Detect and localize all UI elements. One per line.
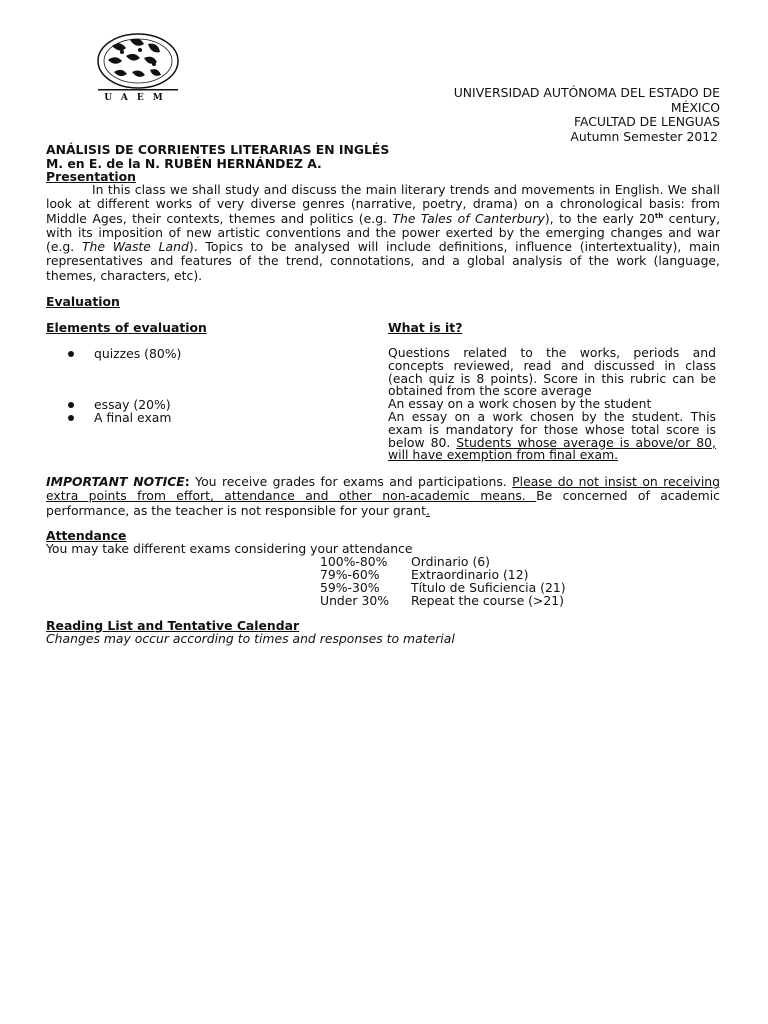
- what-is-it-column-header: What is it?: [388, 320, 463, 335]
- notice-text-1: You receive grades for exams and participations.: [189, 474, 513, 489]
- notice-underlined-text: Please do not insist on receiving extra points from effort, attendance and other non-academic means.: [46, 474, 720, 504]
- svg-text:UAEM: UAEM: [104, 93, 172, 102]
- course-info: [46, 143, 389, 171]
- work-title-waste-land: The Waste Land: [81, 239, 189, 255]
- university-header: [300, 86, 720, 144]
- attendance-exam: Ordinario (6): [411, 554, 490, 569]
- presentation-text-1: In this class we shall study and discuss the main literary trends and movements in English. We shall look at different works of very diverse genres (narrative, poetry, drama) on a chronological basis: from Middle Ages, their contexts, themes and politics (e.g.: [46, 182, 720, 226]
- notice-colon: :: [184, 474, 190, 489]
- attendance-range: 59%-30%: [320, 580, 380, 595]
- presentation-text-4: ). Topics to be analysed will include definitions, influence (intertextuality), main representatives and features of the trend, connotations, and a global analysis of the work (language, themes, characters, etc).: [46, 239, 720, 283]
- evaluation-item-label: A final exam: [94, 410, 172, 425]
- elements-column-header: Elements of evaluation: [46, 320, 207, 335]
- attendance-exam: Extraordinario (12): [411, 567, 529, 582]
- attendance-heading: Attendance: [46, 528, 127, 543]
- reading-list-note: Changes may occur according to times and responses to material: [46, 631, 455, 646]
- semester: Autumn Semester 2012: [570, 128, 718, 144]
- bullet-icon: [68, 415, 74, 421]
- work-title-canterbury: The Tales of Canterbury: [392, 210, 545, 226]
- ordinal-suffix: th: [654, 211, 664, 220]
- attendance-range: 100%-80%: [320, 554, 388, 569]
- attendance-exam: Título de Suficiencia (21): [411, 580, 566, 595]
- evaluation-item-label: essay (20%): [94, 397, 171, 412]
- notice-text-2: Be concerned of academic performance, as the teacher is not responsible for your grant: [46, 488, 720, 518]
- notice-end: .: [425, 502, 430, 518]
- bullet-icon: [68, 351, 74, 357]
- university-name-line1: UNIVERSIDAD AUTÓNOMA DEL ESTADO DE: [453, 85, 720, 100]
- uaem-logo: [92, 32, 184, 102]
- evaluation-heading: Evaluation: [46, 294, 120, 309]
- reading-list-heading: Reading List and Tentative Calendar: [46, 618, 300, 633]
- uaem-seal-icon: [92, 32, 184, 102]
- attendance-range: 79%-60%: [320, 567, 380, 582]
- presentation-text-3: century, with its imposition of new artistic conventions and the power exerted by the emerging changes and war (e.g.: [46, 210, 721, 255]
- bullet-icon: [68, 402, 74, 408]
- evaluation-item-description: An essay on a work chosen by the student: [388, 396, 652, 411]
- attendance-intro: You may take different exams considering your attendance: [46, 541, 413, 556]
- attendance-range: Under 30%: [320, 593, 389, 608]
- university-name-line2: MÉXICO: [670, 99, 720, 115]
- evaluation-item-description: Questions related to the works, periods and concepts reviewed, read and discussed in class (each quiz is 8 points). Score in this rubric can be obtained from the score average: [388, 345, 716, 399]
- attendance-exam: Repeat the course (>21): [411, 593, 565, 608]
- evaluation-item-label: quizzes (80%): [94, 346, 182, 361]
- evaluation-item-description: [388, 411, 716, 462]
- final-exam-description: An essay on a work chosen by the student. This exam is mandatory for those whose total score is below 80.: [388, 409, 716, 450]
- faculty-name: FACULTAD DE LENGUAS: [573, 114, 720, 129]
- presentation-text-2: ), to the early 20: [544, 210, 655, 226]
- important-notice: [46, 475, 720, 518]
- exemption-note: Students whose average is above/or 80, will have exemption from final exam.: [388, 434, 716, 463]
- course-title: ANÁLISIS DE CORRIENTES LITERARIAS EN INGLÉS: [46, 142, 390, 157]
- presentation-paragraph: [46, 183, 720, 283]
- notice-label: IMPORTANT NOTICE: [46, 474, 185, 489]
- teacher-name: M. en E. de la N. RUBÉN HERNÁNDEZ A.: [46, 156, 322, 171]
- attendance-row: [320, 594, 660, 607]
- presentation-heading: Presentation: [46, 169, 136, 184]
